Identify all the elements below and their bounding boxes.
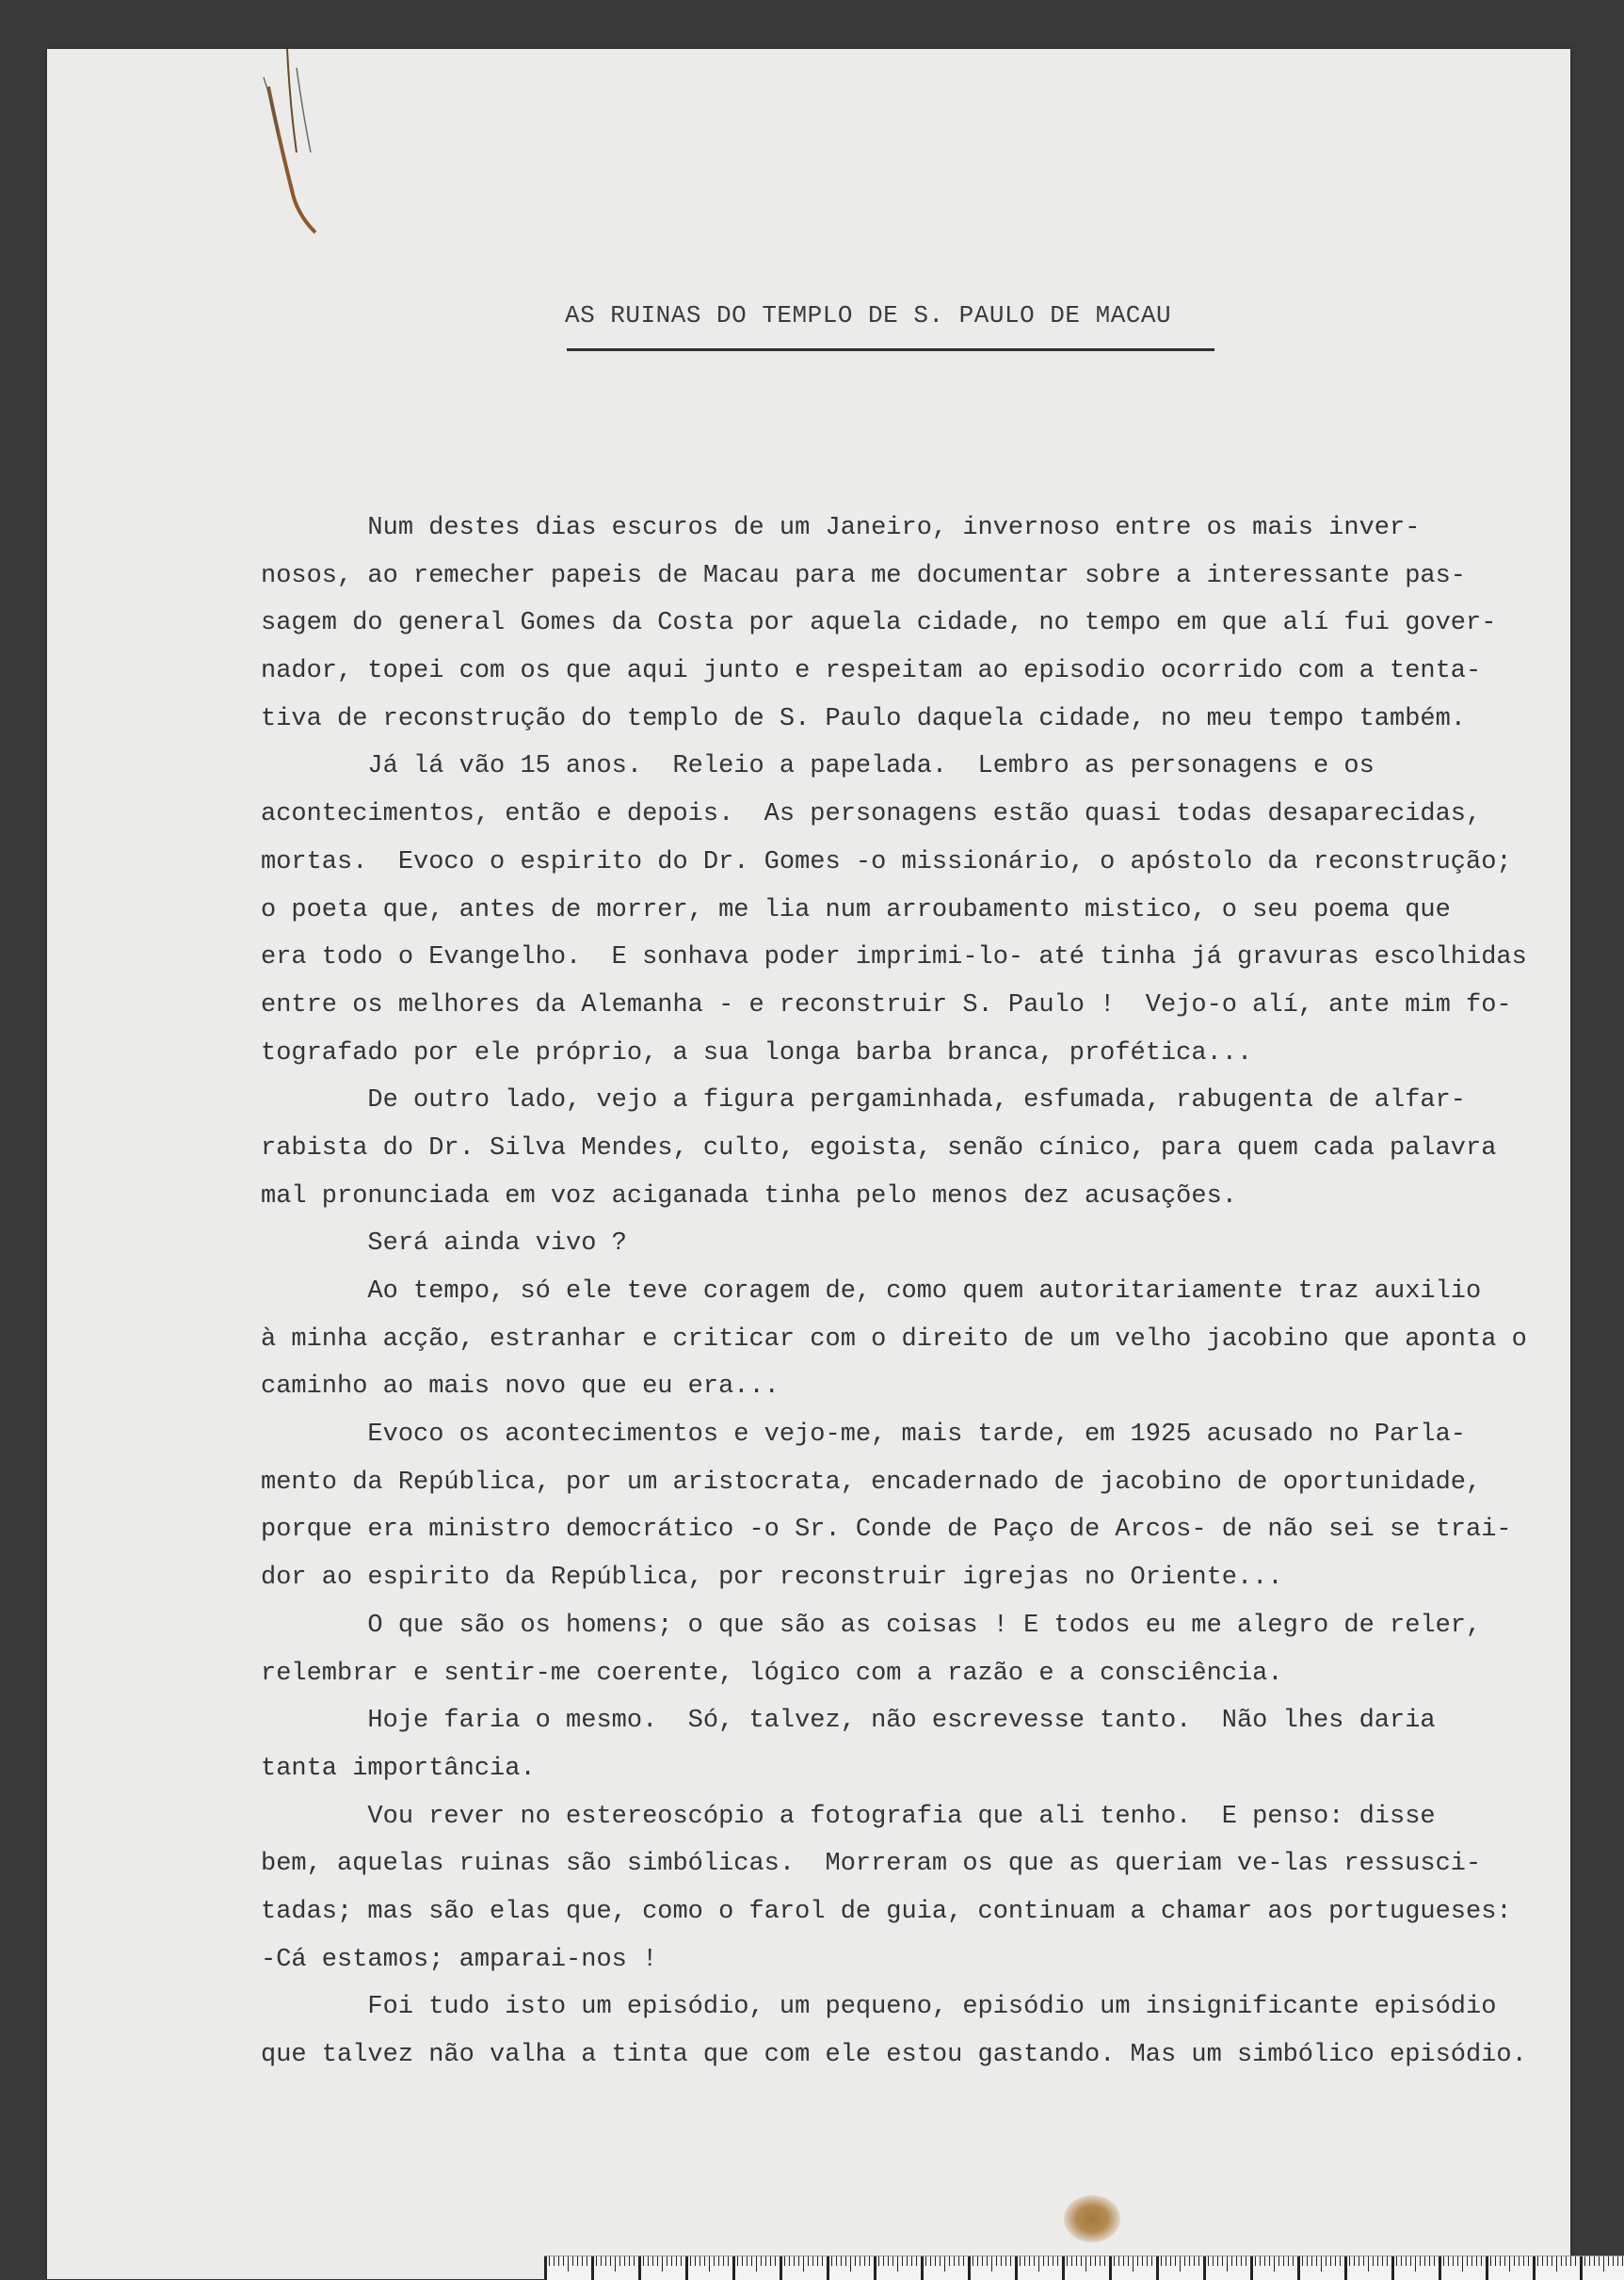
ruler-tick xyxy=(841,2256,842,2266)
ruler-tick xyxy=(1486,2256,1488,2280)
ruler-tick xyxy=(836,2256,837,2266)
ruler-tick xyxy=(944,2256,945,2272)
text-line: mortas. Evoco o espirito do Dr. Gomes -o missionário, o apóstolo da reconstrução; xyxy=(261,847,1512,876)
ruler-tick xyxy=(1142,2256,1143,2266)
ruler-tick xyxy=(1467,2256,1468,2266)
ruler-tick xyxy=(1462,2256,1463,2272)
ruler-tick xyxy=(1269,2256,1270,2266)
ruler-tick xyxy=(1123,2256,1124,2266)
document-page xyxy=(47,49,1570,2279)
ruler-tick xyxy=(869,2256,870,2266)
ruler-tick xyxy=(690,2256,691,2266)
ruler-tick xyxy=(751,2256,752,2266)
ruler-tick xyxy=(629,2256,630,2266)
ruler-tick xyxy=(855,2256,856,2266)
ruler-tick xyxy=(1391,2256,1394,2280)
ruler-tick xyxy=(1156,2256,1159,2280)
text-line: era todo o Evangelho. E sonhava poder imprimi-lo- até tinha já gravuras escolhidas xyxy=(261,943,1527,972)
ruler-tick xyxy=(1109,2256,1112,2280)
text-line: o poeta que, antes de morrer, me lia num arroubamento mistico, o seu poema que xyxy=(261,895,1451,924)
text-line: tiva de reconstrução do templo de S. Paulo daquela cidade, no meu tempo também. xyxy=(261,704,1467,733)
ruler-tick xyxy=(1213,2256,1214,2266)
ruler-tick xyxy=(1241,2256,1242,2266)
ruler-tick xyxy=(925,2256,926,2266)
ruler-tick xyxy=(709,2256,710,2272)
ruler-tick xyxy=(775,2256,776,2266)
ruler-tick xyxy=(1316,2256,1317,2266)
ruler-tick xyxy=(563,2256,564,2266)
ruler-tick xyxy=(850,2256,851,2272)
text-line: O que são os homens; o que são as coisas ! E todos eu me alegro de reler, xyxy=(261,1611,1482,1640)
ruler-tick xyxy=(1457,2256,1458,2266)
ruler-tick xyxy=(1302,2256,1303,2266)
ruler-tick xyxy=(803,2256,804,2272)
ruler-tick xyxy=(888,2256,889,2266)
ruler-tick xyxy=(991,2256,992,2272)
ruler-tick xyxy=(765,2256,766,2266)
ruler-tick xyxy=(714,2256,715,2266)
text-line: à minha acção, estranhar e criticar com o direito de um velho jacobino que aponta o xyxy=(261,1325,1527,1354)
text-line: tanta importância. xyxy=(261,1754,536,1783)
ruler-tick xyxy=(1542,2256,1543,2266)
text-line: Será ainda vivo ? xyxy=(261,1229,627,1259)
ruler-tick xyxy=(968,2256,971,2280)
ruler-tick xyxy=(921,2256,924,2280)
ruler-tick xyxy=(1161,2256,1162,2266)
ruler-tick xyxy=(1081,2256,1082,2266)
ruler-tick xyxy=(1580,2256,1583,2280)
ruler-tick xyxy=(1401,2256,1402,2266)
ruler-tick xyxy=(1293,2256,1294,2266)
ruler-tick xyxy=(1420,2256,1421,2266)
ruler-tick xyxy=(1217,2256,1218,2266)
ruler-tick xyxy=(1118,2256,1119,2266)
text-line: Evoco os acontecimentos e vejo-me, mais tarde, em 1925 acusado no Parla- xyxy=(261,1421,1467,1450)
ruler-tick xyxy=(728,2256,729,2266)
text-line: Vou rever no estereoscópio a fotografia que ali tenho. E penso: disse xyxy=(261,1802,1436,1831)
ruler-tick xyxy=(1311,2256,1312,2266)
ruler-tick xyxy=(549,2256,550,2266)
ruler-tick xyxy=(761,2256,762,2266)
ruler-tick xyxy=(605,2256,606,2266)
ruler-tick xyxy=(704,2256,705,2266)
ruler-tick xyxy=(1114,2256,1115,2266)
ruler-tick xyxy=(1024,2256,1025,2266)
text-line: -Cá estamos; amparai-nos ! xyxy=(261,1945,658,1974)
ruler-tick xyxy=(1382,2256,1383,2266)
ruler-tick xyxy=(1015,2256,1018,2280)
ruler-tick xyxy=(1250,2256,1253,2280)
ruler-tick xyxy=(1076,2256,1077,2266)
ruler-tick xyxy=(1340,2256,1341,2266)
ruler-tick xyxy=(695,2256,696,2266)
ruler-tick xyxy=(954,2256,955,2266)
ruler-tick xyxy=(1349,2256,1350,2266)
ruler-tick xyxy=(1147,2256,1148,2266)
ruler-tick xyxy=(554,2256,555,2266)
ruler-tick xyxy=(1533,2256,1536,2280)
ruler-tick xyxy=(1100,2256,1101,2266)
text-line: Num destes dias escuros de um Janeiro, invernoso entre os mais inver- xyxy=(261,514,1421,542)
ruler-tick xyxy=(596,2256,597,2266)
text-line: bem, aquelas ruinas são simbólicas. Morreram os que as queriam ve-las ressusci- xyxy=(261,1850,1482,1879)
ruler-tick xyxy=(657,2256,658,2266)
ruler-tick xyxy=(676,2256,677,2266)
ruler-tick xyxy=(742,2256,743,2266)
ruler-tick xyxy=(1373,2256,1374,2266)
ruler-tick xyxy=(770,2256,771,2266)
text-line: que talvez não valha a tinta que com ele estou gastando. Mas um simbólico episódio. xyxy=(261,2041,1527,2069)
ruler-tick xyxy=(1589,2256,1590,2266)
ruler-tick xyxy=(930,2256,931,2266)
text-line: nosos, ao remecher papeis de Macau para me documentar sobre a interessante pas- xyxy=(261,561,1467,590)
ruler-tick xyxy=(1439,2256,1441,2280)
ruler-tick xyxy=(699,2256,700,2266)
ruler-tick xyxy=(1504,2256,1505,2266)
text-line: sagem do general Gomes da Costa por aquela cidade, no tempo em que alí fui gover- xyxy=(261,609,1497,638)
ruler-tick xyxy=(1264,2256,1265,2266)
ruler-tick xyxy=(1048,2256,1049,2266)
document-title: AS RUINAS DO TEMPLO DE S. PAULO DE MACAU xyxy=(565,301,1172,329)
ruler-tick xyxy=(1208,2256,1209,2266)
ruler-tick xyxy=(1523,2256,1524,2266)
ruler-tick xyxy=(1001,2256,1002,2266)
ruler-tick xyxy=(1095,2256,1096,2266)
ruler-tick xyxy=(812,2256,813,2266)
ruler-tick xyxy=(1288,2256,1289,2266)
ruler-tick xyxy=(1617,2256,1618,2266)
ruler-tick xyxy=(1410,2256,1411,2266)
ruler-tick xyxy=(780,2256,782,2280)
ruler-tick xyxy=(1584,2256,1585,2266)
text-line: Ao tempo, só ele teve coragem de, como quem autoritariamente traz auxilio xyxy=(261,1277,1482,1306)
ruler-tick xyxy=(892,2256,893,2266)
ruler-tick xyxy=(737,2256,738,2266)
ruler-tick xyxy=(1326,2256,1327,2266)
ruler-tick xyxy=(648,2256,649,2266)
ruler-tick xyxy=(911,2256,912,2266)
ruler-tick xyxy=(1184,2256,1185,2266)
ruler-tick xyxy=(845,2256,846,2266)
ruler-tick xyxy=(638,2256,641,2280)
ruler-tick xyxy=(652,2256,653,2266)
ruler-tick xyxy=(643,2256,644,2266)
ruler-tick xyxy=(568,2256,569,2272)
ruler-tick xyxy=(1443,2256,1444,2266)
ruler-tick xyxy=(1029,2256,1030,2266)
ruler-tick xyxy=(798,2256,799,2266)
ruler-tick xyxy=(582,2256,583,2266)
ruler-tick xyxy=(1622,2256,1623,2266)
ruler-tick xyxy=(1170,2256,1171,2266)
ruler-tick xyxy=(996,2256,997,2266)
ruler-tick xyxy=(1448,2256,1449,2266)
ruler-tick xyxy=(1481,2256,1482,2266)
ruler-tick xyxy=(827,2256,829,2280)
ruler-tick xyxy=(1090,2256,1091,2266)
ruler-tick xyxy=(940,2256,941,2266)
ruler-tick xyxy=(1514,2256,1515,2266)
ruler-tick xyxy=(558,2256,559,2266)
ruler-tick xyxy=(1104,2256,1105,2266)
ruler-tick xyxy=(1476,2256,1477,2266)
ruler-tick xyxy=(1344,2256,1347,2280)
ruler-tick xyxy=(874,2256,876,2280)
ruler-tick xyxy=(1528,2256,1529,2266)
ruler-tick xyxy=(935,2256,936,2266)
ruler-tick xyxy=(723,2256,724,2266)
ruler-tick xyxy=(1005,2256,1006,2266)
ruler-tick xyxy=(1038,2256,1039,2272)
ruler-tick xyxy=(1387,2256,1388,2266)
ruler-tick xyxy=(808,2256,809,2266)
ruler-tick xyxy=(878,2256,879,2266)
ruler-tick xyxy=(1231,2256,1232,2266)
ruler-tick xyxy=(1283,2256,1284,2266)
ruler-tick xyxy=(1260,2256,1261,2266)
ruler-tick xyxy=(1189,2256,1190,2266)
ruler-tick xyxy=(619,2256,620,2266)
ruler-tick xyxy=(1010,2256,1011,2266)
ruler-tick xyxy=(1062,2256,1065,2280)
ruler-tick xyxy=(681,2256,682,2266)
ruler-tick xyxy=(747,2256,748,2266)
ruler-tick xyxy=(601,2256,602,2266)
ruler-tick xyxy=(1057,2256,1058,2266)
ruler-tick xyxy=(1570,2256,1571,2266)
ruler-tick xyxy=(624,2256,625,2266)
ruler-tick xyxy=(1471,2256,1472,2266)
ruler-tick xyxy=(1085,2256,1086,2272)
ruler-tick xyxy=(1575,2256,1576,2266)
ruler-tick xyxy=(1490,2256,1491,2266)
ruler-tick xyxy=(1307,2256,1308,2266)
ruler-tick xyxy=(1321,2256,1322,2272)
ruler-tick xyxy=(907,2256,908,2266)
ruler-tick xyxy=(1561,2256,1562,2266)
ruler-tick xyxy=(1128,2256,1129,2266)
ruler-tick xyxy=(1424,2256,1425,2266)
ruler-tick xyxy=(916,2256,917,2266)
ruler-tick xyxy=(883,2256,884,2266)
ruler-tick xyxy=(1406,2256,1407,2266)
ruler-tick xyxy=(1175,2256,1176,2266)
ruler-tick xyxy=(1203,2256,1206,2280)
ruler-tick xyxy=(572,2256,573,2266)
ruler-tick xyxy=(634,2256,635,2266)
text-line: caminho ao mais novo que eu era... xyxy=(261,1373,780,1402)
ruler-tick xyxy=(544,2256,547,2280)
text-line: acontecimentos, então e depois. As personagens estão quasi todas desaparecidas, xyxy=(261,800,1482,829)
ruler-tick xyxy=(1453,2256,1454,2266)
ruler-tick xyxy=(591,2256,594,2280)
ruler-tick xyxy=(1297,2256,1300,2280)
ruler-tick xyxy=(963,2256,964,2266)
ruler-tick xyxy=(1180,2256,1181,2272)
stain-mark xyxy=(1064,2195,1120,2242)
text-line: Hoje faria o mesmo. Só, talvez, não escrevesse tanto. Não lhes daria xyxy=(261,1707,1436,1736)
ruler-tick xyxy=(1434,2256,1435,2266)
document-body xyxy=(261,505,1579,2079)
ruler-tick xyxy=(1396,2256,1397,2266)
ruler-tick xyxy=(1556,2256,1557,2272)
text-line: nador, topei com os que aqui junto e respeitam ao episodio ocorrido com a tenta- xyxy=(261,657,1482,686)
ruler-tick xyxy=(756,2256,757,2272)
title-underline xyxy=(567,348,1214,351)
ruler-tick xyxy=(1071,2256,1072,2266)
ruler-tick xyxy=(817,2256,818,2266)
ruler-tick xyxy=(1429,2256,1430,2266)
ruler-tick xyxy=(1133,2256,1134,2272)
ruler-tick xyxy=(864,2256,865,2266)
ruler-tick xyxy=(1198,2256,1199,2266)
text-line: relembrar e sentir-me coerente, lógico com a razão e a consciência. xyxy=(261,1659,1283,1688)
ruler-tick xyxy=(1547,2256,1548,2266)
ruler-tick xyxy=(1368,2256,1369,2272)
ruler-tick xyxy=(1599,2256,1600,2266)
ruler-tick xyxy=(1067,2256,1068,2266)
ruler-tick xyxy=(1500,2256,1501,2266)
ruler-tick xyxy=(1137,2256,1138,2266)
ruler-tick xyxy=(1330,2256,1331,2266)
ruler-tick xyxy=(784,2256,785,2266)
text-line: De outro lado, vejo a figura pergaminhada, esfumada, rabugenta de alfar- xyxy=(261,1086,1467,1116)
ruler-tick xyxy=(1613,2256,1614,2266)
ruler-tick xyxy=(902,2256,903,2266)
ruler-tick xyxy=(1020,2256,1021,2266)
text-line: Foi tudo isto um episódio, um pequeno, episódio um insignificante episódio xyxy=(261,1993,1497,2022)
ruler-tick xyxy=(718,2256,719,2266)
text-line: dor ao espirito da República, por reconstruir igrejas no Oriente... xyxy=(261,1564,1283,1593)
ruler-tick xyxy=(1415,2256,1416,2272)
ruler-tick xyxy=(982,2256,983,2266)
ruler-tick xyxy=(610,2256,611,2266)
ruler-tick xyxy=(1236,2256,1237,2266)
text-line: tadas; mas são elas que, como o farol de guia, continuam a chamar aos portugueses: xyxy=(261,1897,1512,1926)
ruler-tick xyxy=(1495,2256,1496,2266)
ink-scratch-mark xyxy=(235,49,348,237)
ruler-tick xyxy=(949,2256,950,2266)
text-line: mento da República, por um aristocrata, encadernado de jacobino de oportunidade, xyxy=(261,1468,1482,1497)
ruler-tick xyxy=(1278,2256,1279,2266)
ruler-tick xyxy=(1274,2256,1275,2272)
text-line: entre os melhores da Alemanha - e reconstruir S. Paulo ! Vejo-o alí, ante mim fo- xyxy=(261,990,1512,1020)
ruler-tick xyxy=(732,2256,735,2280)
ruler-tick xyxy=(662,2256,663,2272)
text-line: rabista do Dr. Silva Mendes, culto, egoista, senão cínico, para quem cada palavra xyxy=(261,1133,1497,1163)
scale-ruler xyxy=(544,2256,1624,2280)
ruler-tick xyxy=(615,2256,616,2272)
ruler-tick xyxy=(1151,2256,1152,2266)
ruler-tick xyxy=(1227,2256,1228,2272)
ruler-tick xyxy=(794,2256,795,2266)
ruler-tick xyxy=(1594,2256,1595,2266)
text-line: porque era ministro democrático -o Sr. Conde de Paço de Arcos- de não sei se trai- xyxy=(261,1516,1512,1545)
ruler-tick xyxy=(822,2256,823,2266)
text-line: Já lá vão 15 anos. Releio a papelada. Lembro as personagens e os xyxy=(261,752,1375,781)
ruler-tick xyxy=(577,2256,578,2266)
text-line: mal pronunciada em voz aciganada tinha pelo menos dez acusações. xyxy=(261,1181,1237,1211)
ruler-tick xyxy=(977,2256,978,2266)
ruler-tick xyxy=(1509,2256,1510,2272)
ruler-tick xyxy=(958,2256,959,2266)
ruler-tick xyxy=(1363,2256,1364,2266)
ruler-tick xyxy=(1377,2256,1378,2266)
ruler-tick xyxy=(1603,2256,1604,2272)
ruler-tick xyxy=(1255,2256,1256,2266)
text-line: tografado por ele próprio, a sua longa barba branca, profética... xyxy=(261,1038,1253,1068)
ruler-tick xyxy=(1608,2256,1609,2266)
ruler-tick xyxy=(789,2256,790,2266)
ruler-tick xyxy=(685,2256,688,2280)
ruler-tick xyxy=(1335,2256,1336,2266)
ruler-tick xyxy=(1537,2256,1538,2266)
ruler-tick xyxy=(1043,2256,1044,2266)
ruler-tick xyxy=(1222,2256,1223,2266)
ruler-tick xyxy=(831,2256,832,2266)
ruler-tick xyxy=(1194,2256,1195,2266)
ruler-tick xyxy=(1354,2256,1355,2266)
ruler-tick xyxy=(1034,2256,1035,2266)
ruler-tick xyxy=(897,2256,898,2272)
ruler-tick xyxy=(1566,2256,1567,2266)
ruler-tick xyxy=(987,2256,988,2266)
ruler-tick xyxy=(671,2256,672,2266)
